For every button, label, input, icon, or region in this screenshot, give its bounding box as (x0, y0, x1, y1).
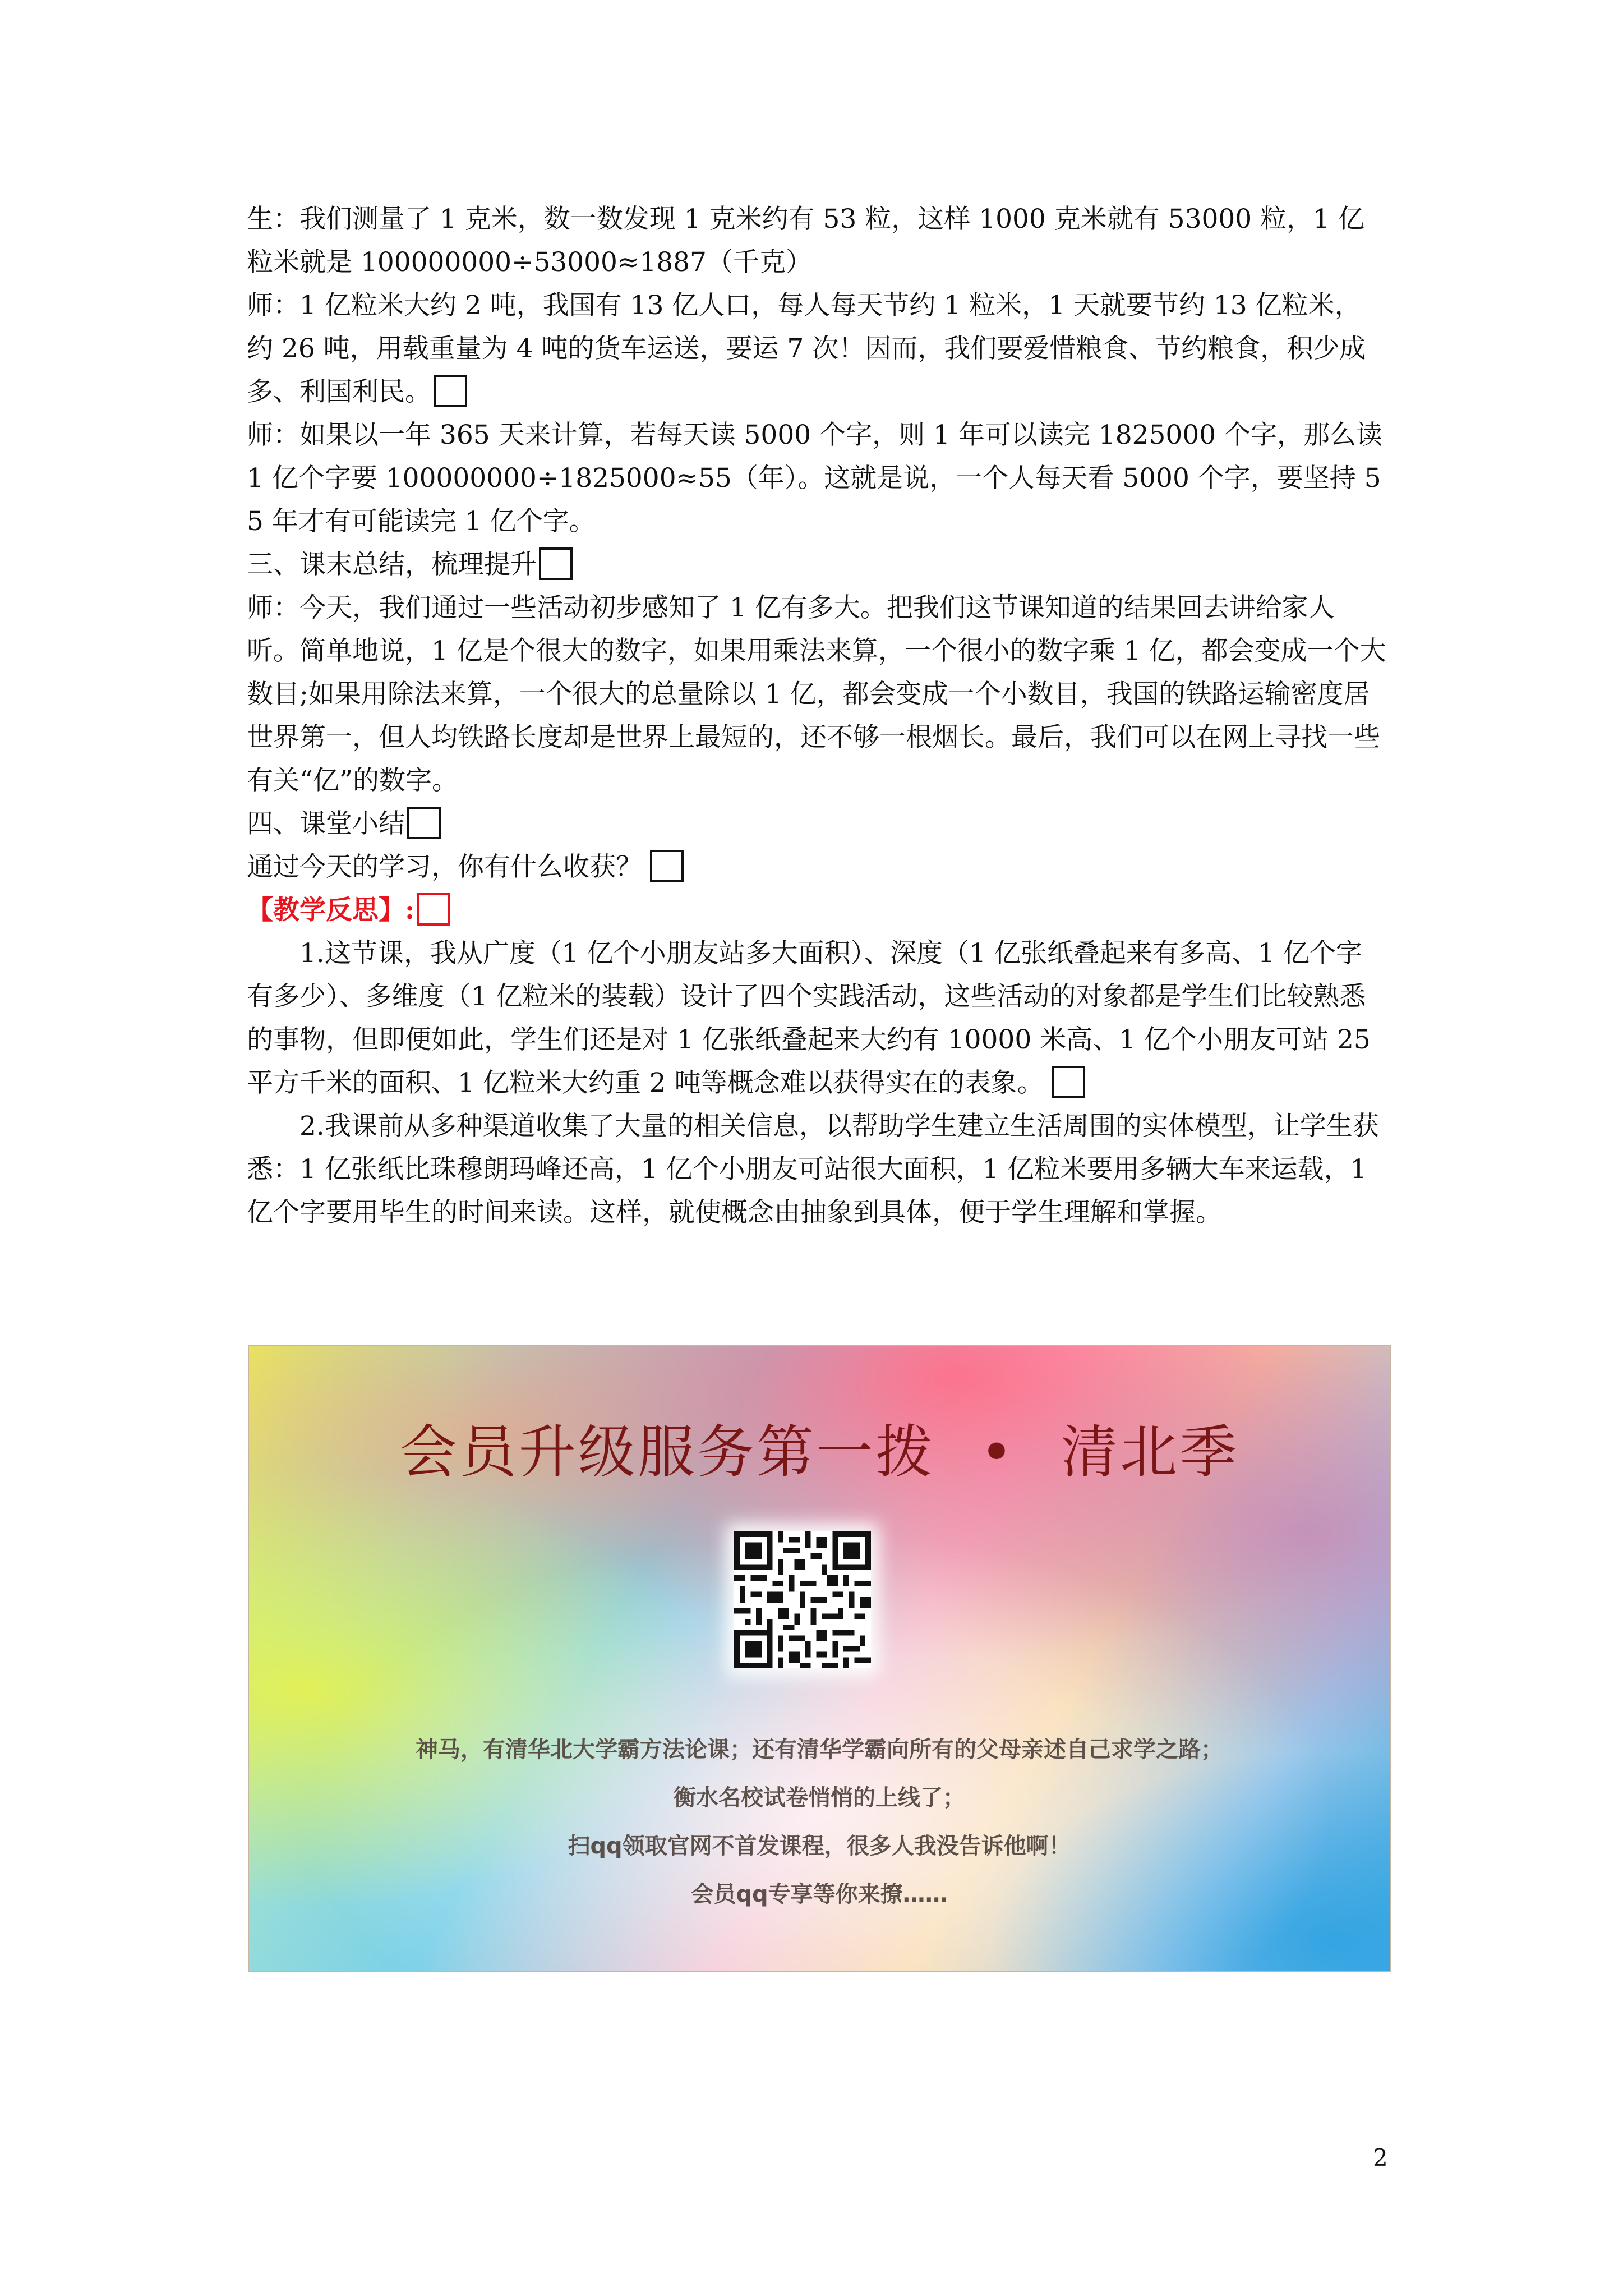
paragraph-teacher-reading (247, 413, 1386, 543)
paragraph-teacher-rice-saving (247, 284, 1386, 413)
banner-line: 神马，有清华北大学霸方法论课；还有清华学霸向所有的父母亲述自己求学之路； (416, 1737, 1223, 1763)
banner-line: 会员qq专享等你来撩…… (691, 1881, 948, 1907)
checkbox[interactable] (539, 547, 573, 580)
paragraph-text: 师：1 亿粒米大约 2 吨，我国有 13 亿人口，每人每天节约 1 粒米，1 天就要节约 13 亿粒米，约 26 吨，用载重量为 4 吨的货车运送，要运 7 次！因而，我们要爱惜粮食、节约粮食，积少成多、利国利民。 (247, 290, 1366, 407)
banner-line: 衡水名校试卷悄悄的上线了； (674, 1785, 965, 1811)
checkbox[interactable] (650, 850, 684, 882)
paragraph-question (247, 845, 1386, 889)
banner-title-separator: • (979, 1419, 1016, 1486)
section-heading-reflection (247, 889, 1386, 932)
section-heading-summary (247, 543, 1386, 586)
heading-text: 【教学反思】: (247, 895, 415, 926)
banner-title-right: 清北季 (1061, 1419, 1239, 1486)
paragraph-text: 师：如果以一年 365 天来计算，若每天读 5000 个字，则 1 年可以读完 1825000 个字，那么读 1 亿个字要 100000000÷1825000≈55（年）。这就是说，一个人每天看 5000 个字，要坚持 55 年才有可能读完 1 亿个字。 (247, 420, 1383, 537)
section-heading-class-summary (247, 802, 1386, 845)
paragraph-reflection-1 (247, 932, 1386, 1105)
qr-code-graphic (734, 1531, 871, 1668)
paragraph-text: 通过今天的学习，你有什么收获？ (247, 852, 642, 882)
checkbox[interactable] (434, 375, 467, 407)
paragraph-teacher-conclusion (247, 586, 1386, 802)
banner-title (249, 1407, 1390, 1489)
heading-text: 四、课堂小结 (247, 808, 405, 839)
checkbox[interactable] (417, 893, 450, 926)
qr-code-icon[interactable] (734, 1531, 871, 1668)
banner-line: 扫qq领取官网不首发课程，很多人我没告诉他啊！ (568, 1833, 1071, 1859)
promo-banner[interactable] (248, 1345, 1391, 1972)
banner-title-left: 会员升级服务第一拨 (399, 1419, 935, 1486)
document-body (247, 197, 1386, 1234)
paragraph-text: 2.我课前从多种渠道收集了大量的相关信息，以帮助学生建立生活周围的实体模型，让学生获悉：1 亿张纸比珠穆朗玛峰还高，1 亿个小朋友可站很大面积，1 亿粒米要用多辆大车来运载，1 亿个字要用毕生的时间来读。这样，就使概念由抽象到具体，便于学生理解和掌握。 (247, 1111, 1379, 1228)
checkbox[interactable] (1052, 1066, 1085, 1098)
paragraph-text: 师：今天，我们通过一些活动初步感知了 1 亿有多大。把我们这节课知道的结果回去讲给家人听。简单地说，1 亿是个很大的数字，如果用乘法来算，一个很小的数字乘 1 亿，都会变成一个大数目;如果用除法来算，一个很大的总量除以 1 亿，都会变成一个小数目，我国的铁路运输密度居世界第一，但人均铁路长度却是世界上最短的，还不够一根烟长。最后，我们可以在网上寻找一些有关“亿”的数字。 (247, 592, 1386, 796)
paragraph-text: 1.这节课，我从广度（1 亿个小朋友站多大面积）、深度（1 亿张纸叠起来有多高、1 亿个字有多少）、多维度（1 亿粒米的装载）设计了四个实践活动，这些活动的对象都是学生们比较熟悉的事物，但即便如此，学生们还是对 1 亿张纸叠起来大约有 10000 米高、1 亿个小朋友可站 25 平方千米的面积、1 亿粒米大约重 2 吨等概念难以获得实在的表象。 (247, 938, 1371, 1098)
paragraph-reflection-2 (247, 1105, 1386, 1234)
paragraph-student-rice-weight (247, 197, 1386, 284)
checkbox[interactable] (407, 807, 441, 839)
banner-text (249, 1726, 1390, 1918)
heading-text: 三、课末总结，梳理提升 (247, 549, 537, 580)
page-number: 2 (1373, 2144, 1388, 2171)
paragraph-text: 生：我们测量了 1 克米，数一数发现 1 克米约有 53 粒，这样 1000 克米就有 53000 粒，1 亿粒米就是 100000000÷53000≈1887（千克） (247, 204, 1364, 278)
